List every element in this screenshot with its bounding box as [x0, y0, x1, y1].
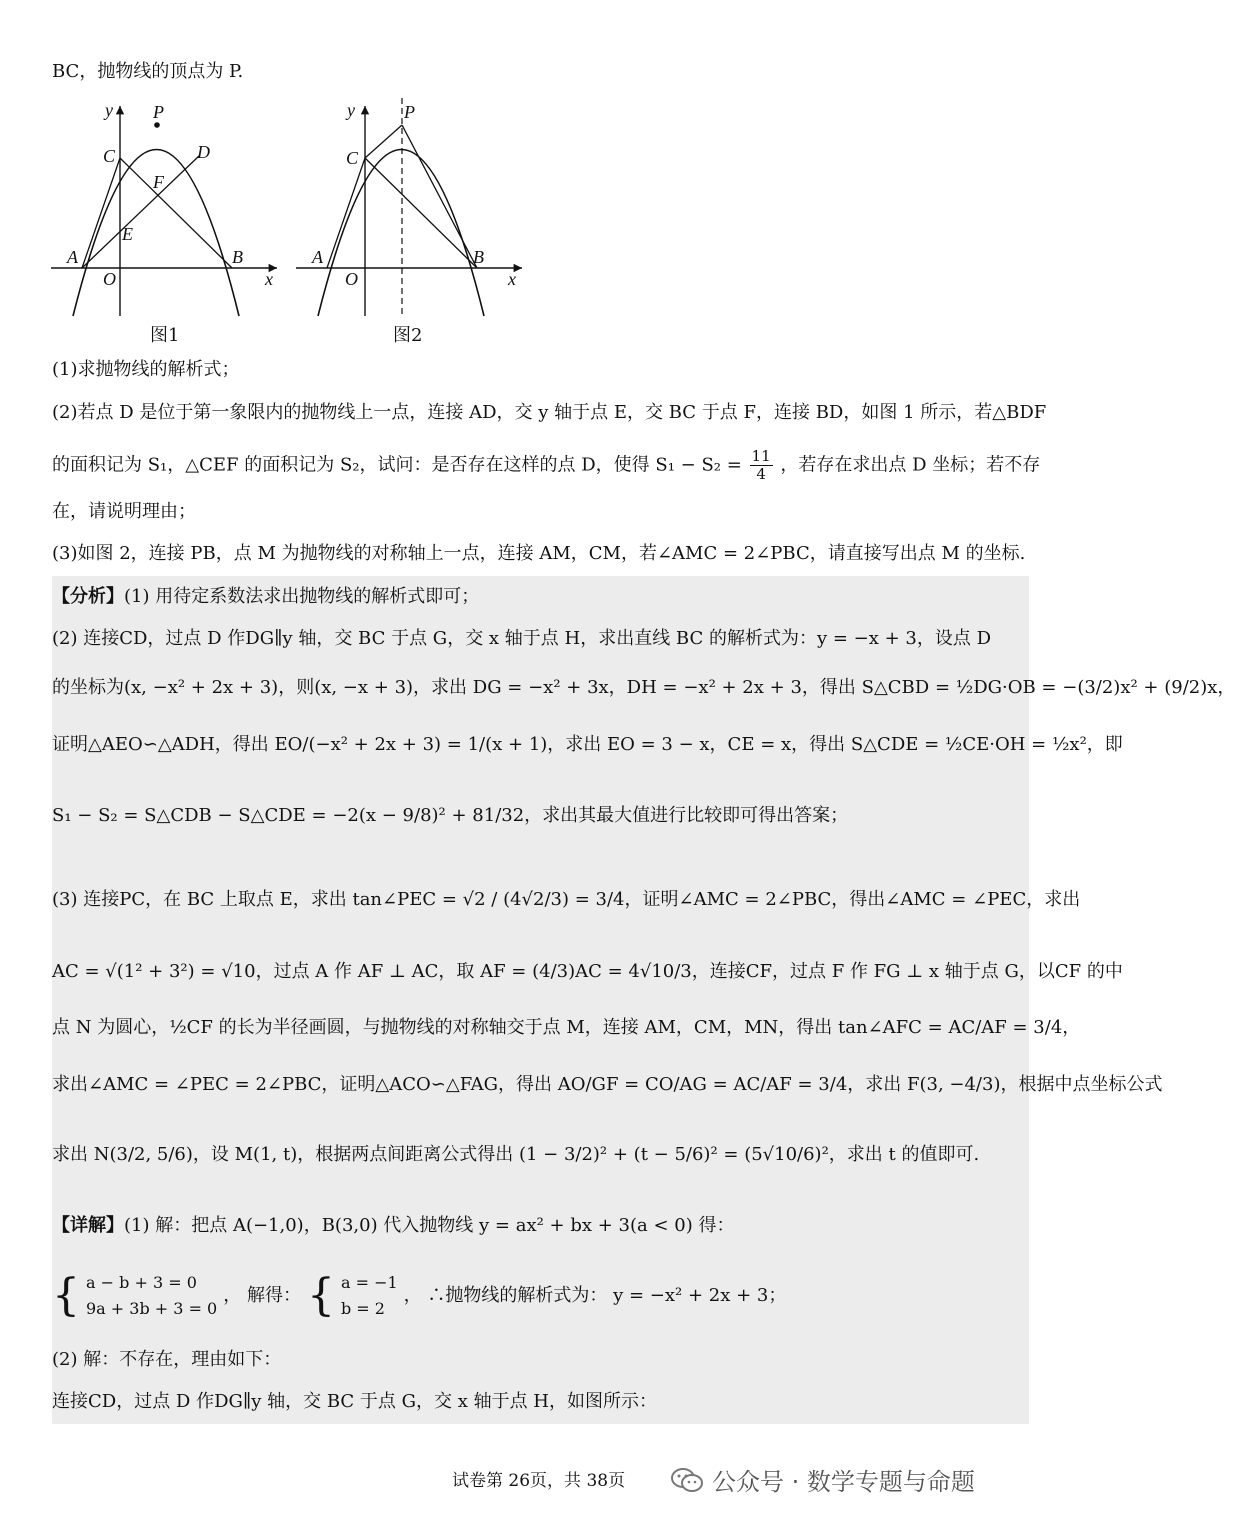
question-1: (1)求抛物线的解析式； [52, 359, 240, 380]
detail-line-3: (2) 解：不存在，理由如下： [52, 1349, 282, 1370]
label-O: O [345, 269, 358, 289]
analysis-line-3: 的坐标为(x, −x² + 2x + 3)，则(x, −x + 3)，求出 DG = −x² + 3x，DH = −x² + 2x + 3，得出 S△CBD = ½DG·OB = −(3/2)x² + (9/2)x， [52, 677, 1235, 698]
equation-1: a − b + 3 = 0 [86, 1273, 197, 1292]
label-C: C [346, 148, 359, 168]
analysis-line-4: 证明△AEO∽△ADH，得出 EO/(−x² + 2x + 3) = 1/(x + 1)，求出 EO = 3 − x，CE = x，得出 S△CDE = ½CE·OH = ½x²，即 [52, 734, 1123, 755]
solution-b: b = 2 [340, 1299, 385, 1318]
detail-line-1: 【详解】(1) 解：把点 A(−1,0)，B(3,0) 代入抛物线 y = ax² + bx + 3(a < 0) 得： [52, 1215, 735, 1236]
detail-tag: 【详解】 [52, 1215, 124, 1236]
analysis-line-10: 求出 N(3/2, 5/6)，设 M(1, t)，根据两点间距离公式得出 (1 − 3/2)² + (t − 5/6)² = (5√10/6)²，求出 t 的值即可. [52, 1144, 980, 1165]
analysis-line-1: 【分析】(1) 用待定系数法求出抛物线的解析式即可； [52, 586, 480, 607]
equation-2: 9a + 3b + 3 = 0 [86, 1299, 218, 1318]
vertex-dot [154, 122, 160, 128]
label-x: x [265, 269, 273, 289]
label-B: B [473, 247, 484, 267]
label-y: y [347, 100, 355, 120]
label-B: B [232, 247, 243, 267]
label-x: x [508, 269, 516, 289]
analysis-line-9: 求出∠AMC = ∠PEC = 2∠PBC，证明△ACO∽△FAG，得出 AO/GF = CO/AG = AC/AF = 3/4，求出 F(3, −4/3)，根据中点坐标公式 [52, 1074, 1163, 1095]
figure-2 [290, 98, 540, 322]
left-brace: { [306, 1270, 335, 1321]
figure-1 [45, 98, 295, 322]
label-A: A [312, 247, 323, 267]
wechat-icon [670, 1467, 704, 1493]
label-E: E [122, 224, 133, 244]
left-brace: { [52, 1270, 80, 1321]
label-P: P [404, 102, 415, 122]
question-2-line-3: 在，请说明理由； [52, 501, 196, 522]
question-2-line-1: (2)若点 D 是位于第一象限内的抛物线上一点，连接 AD，交 y 轴于点 E，交 BC 于点 F，连接 BD，如图 1 所示，若△BDF [52, 402, 1047, 423]
page-footer: 试卷第 26页，共 38页 [452, 1471, 626, 1491]
watermark [670, 1462, 975, 1497]
detail-equation-system [52, 1270, 786, 1322]
intro-text: BC，抛物线的顶点为 P. [52, 61, 244, 82]
figure-1-caption: 图1 [150, 325, 180, 346]
analysis-tag: 【分析】 [52, 586, 124, 607]
analysis-line-2: (2) 连接CD，过点 D 作DG∥y 轴，交 BC 于点 G，交 x 轴于点 H，求出直线 BC 的解析式为：y = −x + 3，设点 D [52, 628, 992, 649]
label-C: C [103, 146, 116, 166]
analysis-line-8: 点 N 为圆心，½CF 的长为半径画圆，与抛物线的对称轴交于点 M，连接 AM，CM，MN，得出 tan∠AFC = AC/AF = 3/4， [52, 1017, 1081, 1038]
figure-2-caption: 图2 [393, 325, 423, 346]
analysis-line-5: S₁ − S₂ = S△CDB − S△CDE = −2(x − 9/8)² + 81/32，求出其最大值进行比较即可得出答案； [52, 805, 849, 826]
label-F: F [153, 172, 164, 192]
label-A: A [67, 247, 78, 267]
label-P: P [153, 102, 164, 122]
watermark-text: 公众号 · 数学专题与命题 [712, 1468, 975, 1496]
detail-line-4: 连接CD，过点 D 作DG∥y 轴，交 BC 于点 G，交 x 轴于点 H，如图所示： [52, 1391, 657, 1412]
analysis-line-7: AC = √(1² + 3²) = √10，过点 A 作 AF ⊥ AC，取 AF = (4/3)AC = 4√10/3，连接CF，过点 F 作 FG ⊥ x 轴于点 G，以CF 的中 [52, 961, 1123, 982]
parabola-result: ， ∴抛物线的解析式为： y = −x² + 2x + 3； [403, 1285, 787, 1306]
fraction: $\frac{11}{4}$ [751, 447, 771, 483]
solve-text: ， 解得： [223, 1285, 301, 1306]
label-y: y [105, 100, 113, 120]
analysis-line-6: (3) 连接PC，在 BC 上取点 E，求出 tan∠PEC = √2 / (4√2/3) = 3/4，证明∠AMC = 2∠PBC，得出∠AMC = ∠PEC，求出 [52, 889, 1081, 910]
label-D: D [197, 142, 210, 162]
question-3: (3)如图 2，连接 PB，点 M 为抛物线的对称轴上一点，连接 AM，CM，若∠AMC = 2∠PBC，请直接写出点 M 的坐标. [52, 543, 1026, 564]
question-2-line-2: 的面积记为 S₁，△CEF 的面积记为 S₂，试问：是否存在这样的点 D，使得 S₁ − S₂ = $\frac{11}{4}$ ，若存在求出点 D 坐标；若不存 [52, 447, 1041, 483]
solution-a: a = −1 [340, 1273, 398, 1292]
label-O: O [103, 269, 116, 289]
